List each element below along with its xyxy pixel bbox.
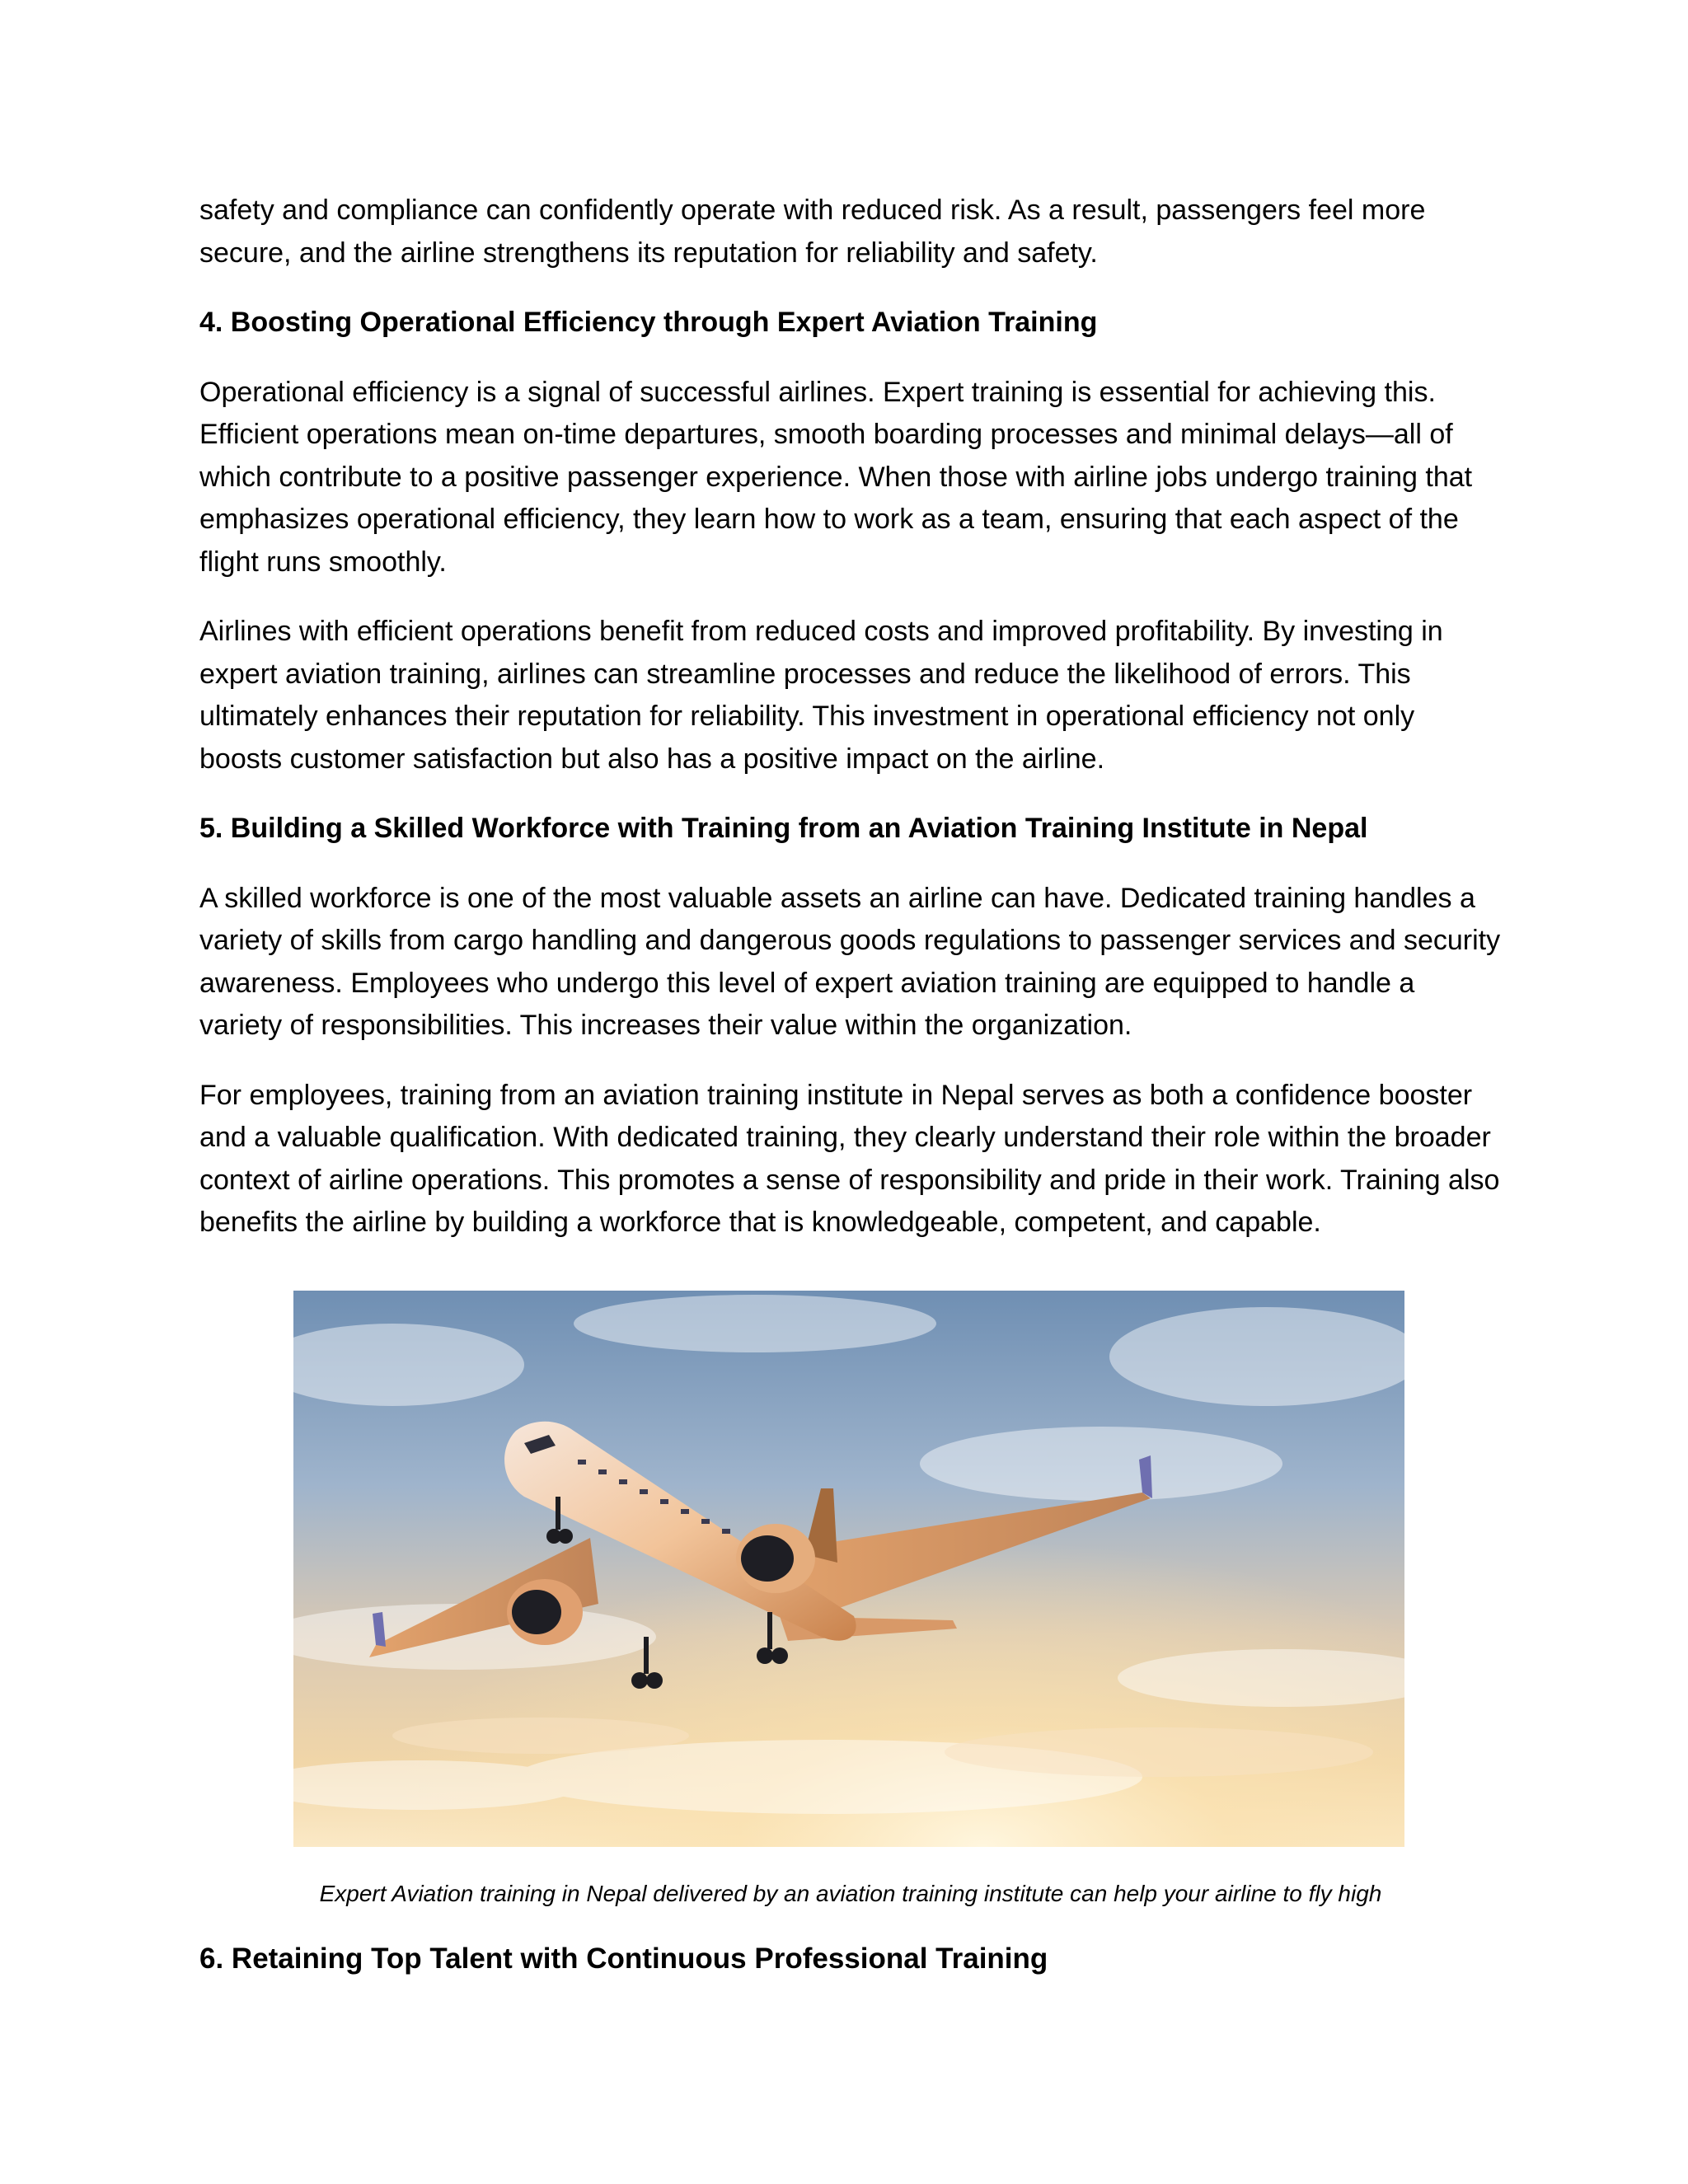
paragraph-skilled-workforce: A skilled workforce is one of the most valuable assets an airline can have. Dedicated training handles a variety of skills from cargo handling and dangerous goods regulations to passenger services and security awareness. Employees who undergo this level of expert aviation training are equipped to handle a variety of responsibilities. This increases their value within the organization. xyxy=(199,882,1501,1041)
paragraph-efficient-operations: Airlines with efficient operations benefit from reduced costs and improved profitability. By investing in expert aviation training, airlines can streamline processes and reduce the likelihood of errors. This ultimately enhances their reputation for reliability. This investment in operational efficiency not only boosts customer satisfaction but also has a positive impact on the airline. xyxy=(199,616,1443,775)
document-body xyxy=(199,190,1502,1272)
heading-skilled-workforce: 5. Building a Skilled Workforce with Training from an Aviation Training Institute in Nepal xyxy=(199,813,1368,844)
paragraph-operational-efficiency: Operational efficiency is a signal of successful airlines. Expert training is essential for achieving this. Efficient operations mean on-time departures, smooth boarding processes and minimal delays—all of which contribute to a positive passenger experience. When those with airline jobs undergo training that emphasizes operational efficiency, they learn how to work as a team, ensuring that each aspect of the flight runs smoothly. xyxy=(199,376,1473,578)
figure-caption: Expert Aviation training in Nepal delivered by an aviation training institute can help your airline to fly high xyxy=(319,1881,1382,1906)
heading-retaining-talent: 6. Retaining Top Talent with Continuous Professional Training xyxy=(199,1943,1048,1975)
paragraph-employee-training: For employees, training from an aviation training institute in Nepal serves as both a confidence booster and a valuable qualification. With dedicated training, they clearly understand their role within the broader context of airline operations. This promotes a sense of responsibility and pride in their work. Training also benefits the airline by building a workforce that is knowledgeable, competent, and capable. xyxy=(199,1079,1500,1238)
paragraph-safety-compliance: safety and compliance can confidently operate with reduced risk. As a result, passengers feel more secure, and the airline strengthens its reputation for reliability and safety. xyxy=(199,194,1426,269)
heading-operational-efficiency: 4. Boosting Operational Efficiency through Expert Aviation Training xyxy=(199,307,1098,338)
airplane-photo xyxy=(293,1291,1404,1847)
